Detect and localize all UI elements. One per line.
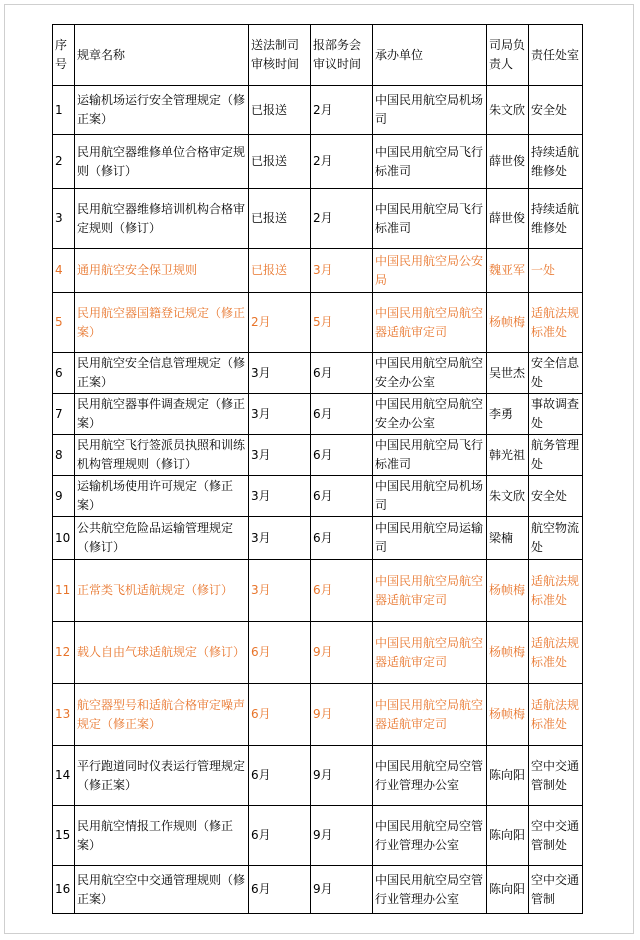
cell-responsible-unit: 中国民用航空局航空安全办公室 — [373, 394, 487, 435]
table-row — [53, 189, 583, 249]
cell-department: 安全信息处 — [529, 353, 583, 394]
cell-department: 航空物流处 — [529, 517, 583, 560]
cell-serial-number: 12 — [53, 622, 75, 684]
cell-serial-number: 7 — [53, 394, 75, 435]
cell-regulation-name: 民用航空器事件调查规定（修正案） — [75, 394, 249, 435]
header-department: 责任处室 — [529, 25, 583, 86]
cell-leader: 朱文欣 — [487, 476, 529, 517]
cell-review-time: 6月 — [249, 622, 311, 684]
cell-regulation-name: 运输机场运行安全管理规定（修正案） — [75, 86, 249, 135]
cell-department: 航务管理处 — [529, 435, 583, 476]
cell-leader: 杨帧梅 — [487, 560, 529, 622]
cell-responsible-unit: 中国民用航空局航空器适航审定司 — [373, 622, 487, 684]
cell-leader: 薛世俊 — [487, 189, 529, 249]
header-leader: 司局负责人 — [487, 25, 529, 86]
cell-leader: 杨帧梅 — [487, 622, 529, 684]
cell-regulation-name: 正常类飞机适航规定（修订） — [75, 560, 249, 622]
cell-regulation-name: 运输机场使用许可规定（修正案） — [75, 476, 249, 517]
cell-department: 适航法规标准处 — [529, 293, 583, 353]
cell-leader: 薛世俊 — [487, 135, 529, 189]
cell-meeting-time: 2月 — [311, 189, 373, 249]
table-row — [53, 746, 583, 806]
table-row — [53, 86, 583, 135]
cell-meeting-time: 6月 — [311, 353, 373, 394]
cell-responsible-unit: 中国民用航空局空管行业管理办公室 — [373, 806, 487, 866]
table-row — [53, 435, 583, 476]
header-review-time: 送法制司审核时间 — [249, 25, 311, 86]
table-row — [53, 353, 583, 394]
cell-regulation-name: 平行跑道同时仪表运行管理规定（修正案） — [75, 746, 249, 806]
table-row — [53, 293, 583, 353]
cell-regulation-name: 民用航空情报工作规则（修正案） — [75, 806, 249, 866]
cell-review-time: 3月 — [249, 394, 311, 435]
table-row — [53, 684, 583, 746]
cell-meeting-time: 9月 — [311, 746, 373, 806]
cell-regulation-name: 民用航空空中交通管理规则（修正案） — [75, 866, 249, 914]
cell-responsible-unit: 中国民用航空局机场司 — [373, 86, 487, 135]
cell-meeting-time: 6月 — [311, 560, 373, 622]
table-header-row — [53, 25, 583, 86]
cell-department: 安全处 — [529, 86, 583, 135]
cell-responsible-unit: 中国民用航空局机场司 — [373, 476, 487, 517]
cell-serial-number: 16 — [53, 866, 75, 914]
cell-leader: 韩光祖 — [487, 435, 529, 476]
cell-meeting-time: 6月 — [311, 394, 373, 435]
cell-responsible-unit: 中国民用航空局飞行标准司 — [373, 135, 487, 189]
cell-leader: 陈向阳 — [487, 746, 529, 806]
cell-serial-number: 6 — [53, 353, 75, 394]
cell-responsible-unit: 中国民用航空局空管行业管理办公室 — [373, 866, 487, 914]
cell-regulation-name: 民用航空器国籍登记规定（修正案） — [75, 293, 249, 353]
cell-department: 空中交通管制 — [529, 866, 583, 914]
cell-department: 持续适航维修处 — [529, 135, 583, 189]
cell-department: 持续适航维修处 — [529, 189, 583, 249]
cell-responsible-unit: 中国民用航空局公安局 — [373, 249, 487, 293]
header-serial-number: 序号 — [53, 25, 75, 86]
cell-department: 空中交通管制处 — [529, 746, 583, 806]
cell-department: 适航法规标准处 — [529, 684, 583, 746]
cell-serial-number: 1 — [53, 86, 75, 135]
cell-meeting-time: 3月 — [311, 249, 373, 293]
cell-regulation-name: 民用航空器维修单位合格审定规则（修订） — [75, 135, 249, 189]
cell-responsible-unit: 中国民用航空局航空器适航审定司 — [373, 560, 487, 622]
table-row — [53, 135, 583, 189]
cell-department: 适航法规标准处 — [529, 560, 583, 622]
header-regulation-name: 规章名称 — [75, 25, 249, 86]
cell-serial-number: 15 — [53, 806, 75, 866]
cell-serial-number: 4 — [53, 249, 75, 293]
cell-leader: 陈向阳 — [487, 866, 529, 914]
cell-review-time: 6月 — [249, 866, 311, 914]
table-row — [53, 517, 583, 560]
cell-serial-number: 5 — [53, 293, 75, 353]
cell-review-time: 3月 — [249, 353, 311, 394]
cell-serial-number: 13 — [53, 684, 75, 746]
cell-serial-number: 3 — [53, 189, 75, 249]
cell-review-time: 3月 — [249, 476, 311, 517]
cell-regulation-name: 载人自由气球适航规定（修订） — [75, 622, 249, 684]
cell-regulation-name: 民用航空飞行签派员执照和训练机构管理规则（修订） — [75, 435, 249, 476]
cell-review-time: 2月 — [249, 293, 311, 353]
table-row — [53, 560, 583, 622]
cell-review-time: 已报送 — [249, 189, 311, 249]
cell-leader: 杨帧梅 — [487, 293, 529, 353]
cell-meeting-time: 9月 — [311, 866, 373, 914]
cell-responsible-unit: 中国民用航空局运输司 — [373, 517, 487, 560]
cell-meeting-time: 6月 — [311, 476, 373, 517]
cell-review-time: 3月 — [249, 435, 311, 476]
cell-review-time: 6月 — [249, 806, 311, 866]
cell-leader: 李勇 — [487, 394, 529, 435]
cell-regulation-name: 民用航空器维修培训机构合格审定规则（修订） — [75, 189, 249, 249]
cell-review-time: 已报送 — [249, 135, 311, 189]
cell-regulation-name: 航空器型号和适航合格审定噪声规定（修正案） — [75, 684, 249, 746]
cell-leader: 梁楠 — [487, 517, 529, 560]
cell-department: 空中交通管制处 — [529, 806, 583, 866]
cell-regulation-name: 民用航空安全信息管理规定（修正案） — [75, 353, 249, 394]
regulation-plan-table — [52, 24, 583, 914]
cell-review-time: 3月 — [249, 560, 311, 622]
header-meeting-time: 报部务会审议时间 — [311, 25, 373, 86]
cell-serial-number: 9 — [53, 476, 75, 517]
cell-serial-number: 2 — [53, 135, 75, 189]
cell-leader: 吴世杰 — [487, 353, 529, 394]
cell-meeting-time: 9月 — [311, 622, 373, 684]
cell-department: 适航法规标准处 — [529, 622, 583, 684]
cell-responsible-unit: 中国民用航空局飞行标准司 — [373, 435, 487, 476]
cell-review-time: 3月 — [249, 517, 311, 560]
cell-meeting-time: 9月 — [311, 684, 373, 746]
cell-serial-number: 10 — [53, 517, 75, 560]
cell-review-time: 6月 — [249, 684, 311, 746]
cell-serial-number: 14 — [53, 746, 75, 806]
cell-leader: 陈向阳 — [487, 806, 529, 866]
cell-department: 事故调查处 — [529, 394, 583, 435]
table-row — [53, 806, 583, 866]
table-row — [53, 394, 583, 435]
cell-serial-number: 8 — [53, 435, 75, 476]
table-row — [53, 249, 583, 293]
cell-leader: 朱文欣 — [487, 86, 529, 135]
header-responsible-unit: 承办单位 — [373, 25, 487, 86]
cell-responsible-unit: 中国民用航空局空管行业管理办公室 — [373, 746, 487, 806]
cell-meeting-time: 9月 — [311, 806, 373, 866]
cell-meeting-time: 5月 — [311, 293, 373, 353]
cell-department: 安全处 — [529, 476, 583, 517]
cell-meeting-time: 2月 — [311, 86, 373, 135]
table-row — [53, 866, 583, 914]
cell-review-time: 已报送 — [249, 249, 311, 293]
cell-responsible-unit: 中国民用航空局航空器适航审定司 — [373, 684, 487, 746]
cell-department: 一处 — [529, 249, 583, 293]
cell-regulation-name: 公共航空危险品运输管理规定（修订） — [75, 517, 249, 560]
cell-meeting-time: 6月 — [311, 435, 373, 476]
cell-review-time: 已报送 — [249, 86, 311, 135]
cell-responsible-unit: 中国民用航空局航空器适航审定司 — [373, 293, 487, 353]
cell-review-time: 6月 — [249, 746, 311, 806]
table-row — [53, 622, 583, 684]
cell-leader: 杨帧梅 — [487, 684, 529, 746]
table-row — [53, 476, 583, 517]
cell-serial-number: 11 — [53, 560, 75, 622]
cell-responsible-unit: 中国民用航空局航空安全办公室 — [373, 353, 487, 394]
cell-responsible-unit: 中国民用航空局飞行标准司 — [373, 189, 487, 249]
cell-regulation-name: 通用航空安全保卫规则 — [75, 249, 249, 293]
cell-meeting-time: 2月 — [311, 135, 373, 189]
cell-meeting-time: 6月 — [311, 517, 373, 560]
cell-leader: 魏亚军 — [487, 249, 529, 293]
